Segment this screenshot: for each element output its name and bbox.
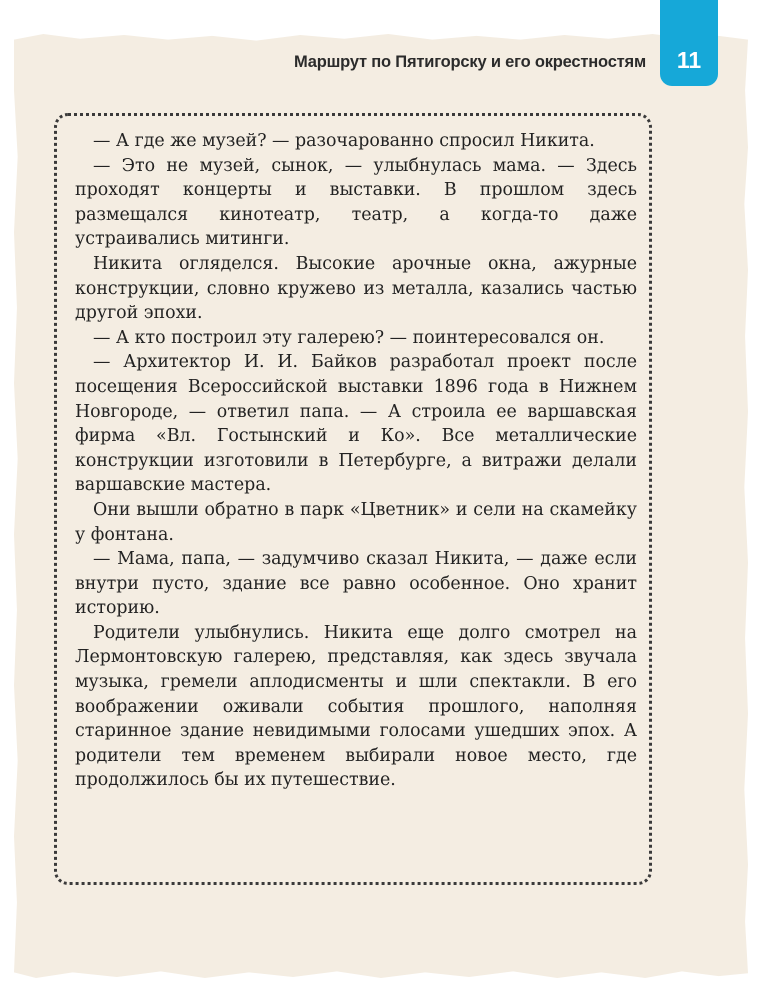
paragraph: Родители улыбнулись. Никита еще долго смотрел на Лермонтовскую галерею, представляя, как здесь звучала музыка, гремели аплодисменты и шли спектакли. В его воображении оживали события прошлого, наполняя старинное здание невидимыми голосами ушедших эпох. А родители тем временем выбирали новое место, где продолжилось бы их путешествие. — [75, 622, 637, 791]
story-text — [75, 129, 637, 793]
page-number-tab — [660, 0, 718, 86]
running-header-title: Маршрут по Пятигорску и его окрестностям — [294, 53, 646, 71]
paragraph: Никита огляделся. Высокие арочные окна, ажурные конструкции, словно кружево из металла, казались частью другой эпохи. — [75, 253, 637, 324]
paragraph: — Мама, папа, — задумчиво сказал Никита, — даже если внутри пусто, здание все равно особенное. Оно хранит историю. — [75, 549, 637, 619]
paragraph: — А кто построил эту галерею? — поинтересовался он. — [93, 327, 605, 348]
paragraph: — Это не музей, сынок, — улыбнулась мама. — Здесь проходят концерты и выставки. В прошлом здесь размещался кинотеатр, театр, а когда-то даже устраивались митинги. — [75, 155, 637, 250]
page-number: 11 — [676, 47, 702, 73]
paragraph: — А где же музей? — разочарованно спросил Никита. — [93, 131, 595, 151]
paragraph: Они вышли обратно в парк «Цветник» и сели на скамейку у фонтана. — [75, 499, 637, 545]
paragraph: — Архитектор И. И. Байков разработал проект после посещения Всероссийской выставки 1896 года в Нижнем Новгороде, — ответил папа. — А строила ее варшавская фирма «Вл. Гостынский и Ко». Все металлические конструкции изготовили в Петербурге, а витражи делали варшавские мастера. — [75, 352, 637, 496]
